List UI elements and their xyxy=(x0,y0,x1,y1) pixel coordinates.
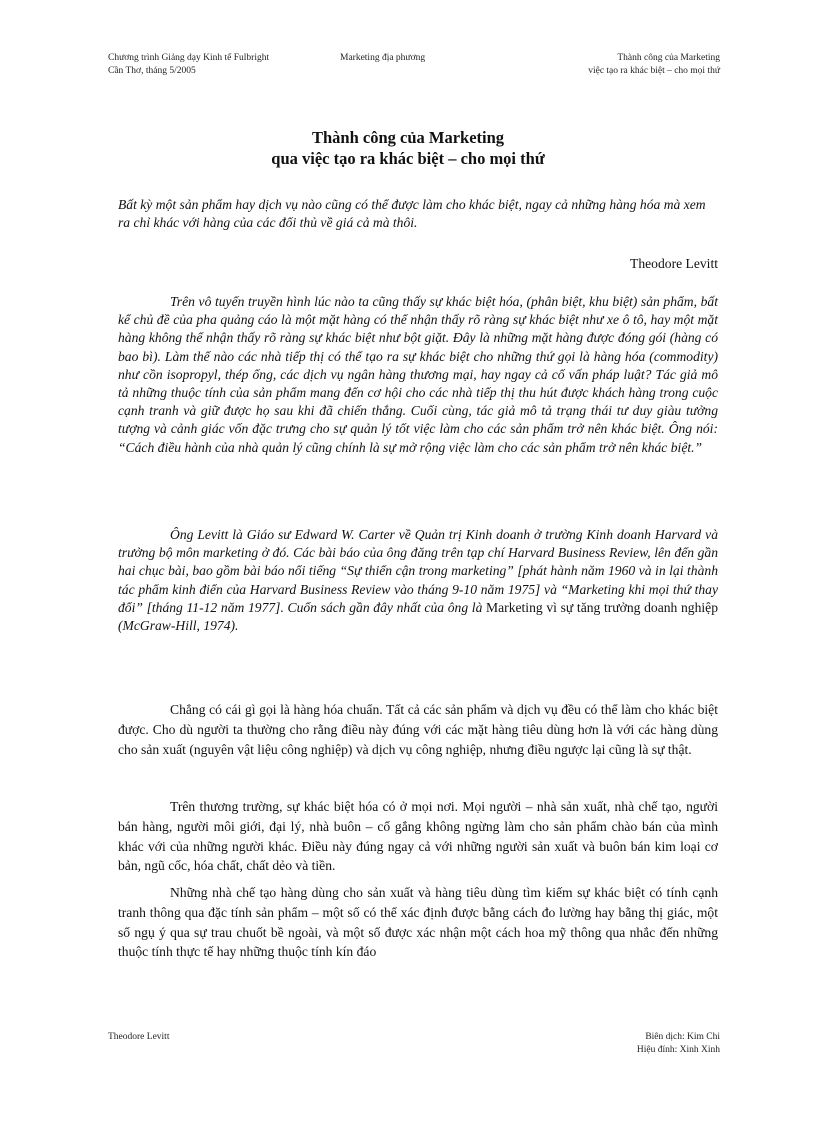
body-paragraph-3 xyxy=(118,883,718,962)
author-bio xyxy=(118,526,718,635)
header-running-title-2: việc tạo ra khác biệt – cho mọi thứ xyxy=(588,66,720,76)
body-paragraph-1-text: Chẳng có cái gì gọi là hàng hóa chuẩn. Tất cả các sản phẩm và dịch vụ đều có thể làm cho khác biệt được. Cho dù người ta thường cho rằng điều này đúng với các mặt hàng tiêu dùng hơn là với các hàng dùng cho sản xuất (nguyên vật liệu công nghiệp) và dịch vụ công nghiệp, nhưng điều ngược lại cũng là sự thật. xyxy=(118,702,718,757)
page-footer-right xyxy=(637,1031,720,1057)
title-line-2: qua việc tạo ra khác biệt – cho mọi thứ xyxy=(271,149,545,168)
header-course-name: Marketing địa phương xyxy=(340,53,426,63)
footer-translator: Biên dịch: Kim Chi xyxy=(645,1032,720,1042)
header-location-date: Cần Thơ, tháng 5/2005 xyxy=(108,66,196,76)
footer-editor: Hiệu đính: Xinh Xinh xyxy=(636,1045,720,1055)
document-title xyxy=(100,127,716,169)
page-header-right xyxy=(588,52,720,78)
body-paragraph-2 xyxy=(118,797,718,876)
book-title: Marketing vì sự tăng trưởng doanh nghiệp xyxy=(486,599,718,615)
intro-paragraph-2 xyxy=(118,526,718,635)
intro-paragraph-1-text: Trên vô tuyến truyền hình lúc nào ta cũng thấy sự khác biệt hóa, (phân biệt, khu biệt) sản phẩm, bất kể chủ đề của pha quảng cáo là một mặt hàng có thể nhận thấy rõ ràng sự khác biệt như xe ô tô, hay một mặt hàng không thể nhận thấy rõ ràng sự khác biệt như bột giặt. Đây là những mặt hàng được đóng gói (hàng có bao bì). Làm thế nào các nhà tiếp thị có thể tạo ra sự khác biệt cho những thứ gọi là hàng hóa (commodity) như cồn isopropyl, thép ống, các dịch vụ ngân hàng thương mại, hay ngay cả cố vấn pháp luật? Tác giả mô tả những thuộc tính của sản phẩm mang đến cơ hội cho các nhà tiếp thị thu hút được khách hàng trong cuộc cạnh tranh và giữ được họ sau khi đã chiến thắng. Cuối cùng, tác giả mô tả trạng thái tư duy giàu tưởng tượng và cảnh giác vốn đặc trưng cho sự quản lý tốt việc làm cho các sản phẩm trở nên khác biệt. Ông nói: “Cách điều hành của nhà quản lý cũng chính là sự mở rộng việc làm cho các sản phẩm trở nên khác biệt.” xyxy=(118,294,718,455)
epigraph-quote: Bất kỳ một sản phẩm hay dịch vụ nào cũng có thể được làm cho khác biệt, ngay cả những hàng hóa mà xem ra chỉ khác với hàng của các đối thủ về giá cả mà thôi. xyxy=(118,197,706,230)
body-paragraph-1 xyxy=(118,700,718,759)
body-paragraph-2-text: Trên thương trường, sự khác biệt hóa có ở mọi nơi. Mọi người – nhà sản xuất, nhà chế tạo, người bán hàng, người môi giới, đại lý, nhà buôn – cố gắng không ngừng làm cho sản phẩm chào bán của mình khác với của những người khác. Điều này đúng ngay cả với những người sản xuất và buôn bán kim loại cơ bản, ngũ cốc, hóa chất, chất dẻo và tiền. xyxy=(118,799,718,874)
author-bio-text: Ông Levitt là Giáo sư Edward W. Carter về Quản trị Kinh doanh ở trường Kinh doanh Harvard và trưởng bộ môn marketing ở đó. Các bài báo của ông đăng trên tạp chí Harvard Business Review, lên đến gần hai chục bài, bao gồm bài báo nổi tiếng “Sự thiển cận trong marketing” [phát hành năm 1960 và in lại thành tác phẩm kinh điển của Harvard Business Review vào tháng 9-10 năm 1975] và “Marketing khi mọi thứ thay đổi” [tháng 11-12 năm 1977]. Cuốn sách gần đây nhất của ông là xyxy=(118,527,718,615)
epigraph-author: Theodore Levitt xyxy=(630,256,718,271)
page-header-left xyxy=(108,52,269,78)
footer-author: Theodore Levitt xyxy=(108,1032,170,1042)
body-paragraph-3-text: Những nhà chế tạo hàng dùng cho sản xuất và hàng tiêu dùng tìm kiếm sự khác biệt có tính cạnh tranh thông qua đặc tính sản phẩm – một số có thể xác định được bằng cách đo lường hay bằng thị giác, một số ngụ ý qua sự trau chuốt bề ngoài, và một số được xác nhận một cách hoa mỹ thông qua nhắc đến những thuộc tính thực tế hay những thuộc tính kín đáo xyxy=(118,885,718,960)
author-bio-publisher: (McGraw-Hill, 1974). xyxy=(118,618,239,634)
intro-paragraph-1 xyxy=(118,293,718,457)
title-line-1: Thành công của Marketing xyxy=(311,128,505,147)
header-running-title-1: Thành công của Marketing xyxy=(617,53,720,63)
header-program-name: Chương trình Giảng dạy Kinh tế Fulbright xyxy=(108,53,270,63)
